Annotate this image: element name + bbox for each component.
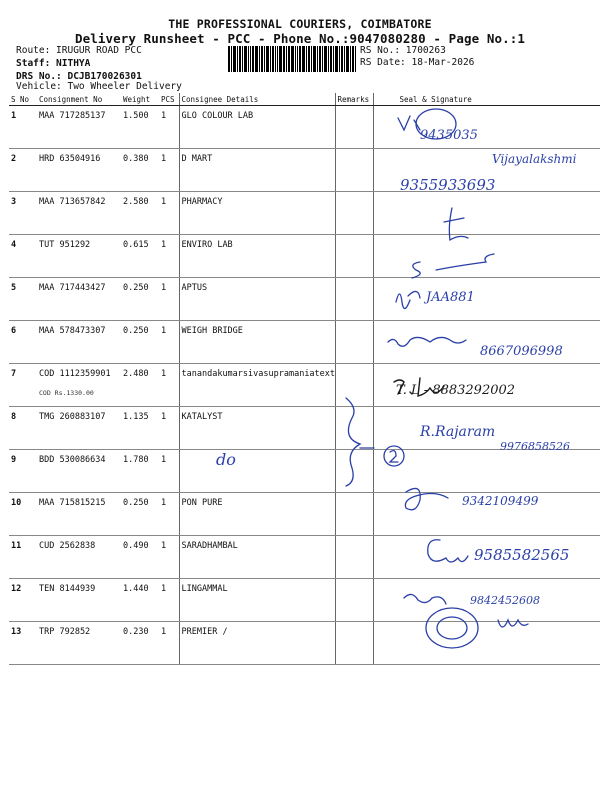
route-label: Route: IRUGUR ROAD PCC xyxy=(16,45,142,56)
row-weight-text: 0.230 xyxy=(123,627,149,637)
handwriting-row1: 9435035 xyxy=(420,128,478,143)
col-consignee: Consignee Details xyxy=(179,93,335,106)
row-sno-text: 1 xyxy=(11,111,17,121)
row-pcs-text: 1 xyxy=(161,584,167,594)
row-consignee-text: KATALYST xyxy=(181,412,223,422)
row-consignment xyxy=(37,407,121,450)
row-pcs xyxy=(159,579,179,622)
row-pcs xyxy=(159,622,179,665)
table-row xyxy=(9,192,600,235)
col-weight: Weight xyxy=(121,93,159,106)
row-consignment xyxy=(37,321,121,364)
row-sno-text: 6 xyxy=(11,326,17,336)
row-sno-text: 10 xyxy=(11,498,22,508)
row-consignment-text: TEN 8144939 xyxy=(39,584,96,594)
rs-no-label: RS No.: 1700263 xyxy=(360,45,446,56)
table-row xyxy=(9,278,600,321)
row-sno xyxy=(9,149,37,192)
handwriting-row9-phone: 9976858526 xyxy=(500,440,570,453)
row-consignment xyxy=(37,450,121,493)
row-consignment xyxy=(37,364,121,407)
row-sno xyxy=(9,536,37,579)
row-remarks xyxy=(335,493,373,536)
row-weight xyxy=(121,450,159,493)
row-sno xyxy=(9,235,37,278)
row-weight-text: 0.250 xyxy=(123,326,149,336)
table-row xyxy=(9,106,600,149)
row-weight xyxy=(121,278,159,321)
row-sno xyxy=(9,192,37,235)
row-remarks xyxy=(335,364,373,407)
row-weight-text: 0.250 xyxy=(123,498,149,508)
row-consignee-text: GLO COLOUR LAB xyxy=(181,111,254,121)
row-sno-text: 11 xyxy=(11,541,22,551)
handwriting-row7: T. L - 8883292002 xyxy=(396,383,516,398)
row-consignee-text: PHARMACY xyxy=(181,197,223,207)
row-consignee xyxy=(179,579,335,622)
row-sno-text: 7 xyxy=(11,369,17,379)
row-remarks xyxy=(335,622,373,665)
row-consignee xyxy=(179,106,335,149)
row-remarks xyxy=(335,106,373,149)
row-consignment-text: MAA 578473307 xyxy=(39,326,106,336)
row-consignee-text: SARADHAMBAL xyxy=(181,541,238,551)
row-consignment-text: TMG 260883107 xyxy=(39,412,106,422)
row-consignee xyxy=(179,407,335,450)
row-consignee-text: D MART xyxy=(181,154,213,164)
row-remarks xyxy=(335,321,373,364)
row-weight xyxy=(121,106,159,149)
col-pcs: PCS xyxy=(159,93,179,106)
vehicle-label: Vehicle: Two Wheeler Delivery xyxy=(16,81,182,92)
row-weight xyxy=(121,493,159,536)
row-consignment xyxy=(37,192,121,235)
row-consignment-text: MAA 715815215 xyxy=(39,498,106,508)
row-remarks xyxy=(335,579,373,622)
table-row xyxy=(9,235,600,278)
row-pcs xyxy=(159,278,179,321)
row-consignment-text: CUD 2562838 xyxy=(39,541,96,551)
row-remarks xyxy=(335,278,373,321)
row-consignee xyxy=(179,493,335,536)
row-remarks xyxy=(335,450,373,493)
row-consignment xyxy=(37,536,121,579)
row-consignee-text: PREMIER / xyxy=(181,627,228,637)
row-sno-text: 2 xyxy=(11,154,17,164)
row-consignment xyxy=(37,278,121,321)
row-pcs-text: 1 xyxy=(161,240,167,250)
handwriting-row12: 9842452608 xyxy=(470,594,540,607)
row-weight-text: 1.135 xyxy=(123,412,149,422)
row-weight-text: 1.500 xyxy=(123,111,149,121)
row-sno xyxy=(9,579,37,622)
table-header-row xyxy=(9,93,600,106)
row-pcs-text: 1 xyxy=(161,283,167,293)
row-consignment xyxy=(37,106,121,149)
row-seal xyxy=(373,622,600,665)
row-weight-text: 0.380 xyxy=(123,154,149,164)
row-consignee xyxy=(179,278,335,321)
row-sno xyxy=(9,450,37,493)
row-sno-text: 4 xyxy=(11,240,17,250)
row-weight xyxy=(121,149,159,192)
row-consignment xyxy=(37,579,121,622)
row-sno-text: 3 xyxy=(11,197,17,207)
row-consignment-text: BDD 530086634 xyxy=(39,455,106,465)
row-pcs-text: 1 xyxy=(161,369,167,379)
row-sno-text: 8 xyxy=(11,412,17,422)
row-weight xyxy=(121,321,159,364)
table-row xyxy=(9,450,600,493)
row-consignment-text: TUT 951292 xyxy=(39,240,91,250)
row-sno xyxy=(9,407,37,450)
row-weight xyxy=(121,536,159,579)
row-consignment xyxy=(37,493,121,536)
row-consignment xyxy=(37,622,121,665)
row-sno xyxy=(9,321,37,364)
row-pcs-text: 1 xyxy=(161,627,167,637)
row-consignment-text: HRD 63504916 xyxy=(39,154,101,164)
barcode-image xyxy=(228,46,356,72)
row-sno xyxy=(9,364,37,407)
row-weight-text: 0.615 xyxy=(123,240,149,250)
row-consignment xyxy=(37,235,121,278)
row-pcs-text: 1 xyxy=(161,111,167,121)
row-consignment-text: TRP 792852 xyxy=(39,627,91,637)
row-remarks xyxy=(335,235,373,278)
cod-amount-note: COD Rs.1330.00 xyxy=(39,389,94,397)
row-sno xyxy=(9,278,37,321)
row-sno-text: 12 xyxy=(11,584,22,594)
row-pcs xyxy=(159,149,179,192)
row-remarks xyxy=(335,407,373,450)
row-pcs-text: 1 xyxy=(161,326,167,336)
row-seal xyxy=(373,450,600,493)
row-weight xyxy=(121,579,159,622)
row-pcs xyxy=(159,192,179,235)
row-weight xyxy=(121,192,159,235)
row-consignee xyxy=(179,450,335,493)
staff-label: Staff: NITHYA xyxy=(16,58,91,69)
row-weight xyxy=(121,364,159,407)
row-remarks xyxy=(335,536,373,579)
row-weight-text: 0.250 xyxy=(123,283,149,293)
row-weight xyxy=(121,235,159,278)
row-consignment-text: MAA 717285137 xyxy=(39,111,106,121)
row-weight-text: 2.580 xyxy=(123,197,149,207)
row-weight xyxy=(121,622,159,665)
row-pcs-text: 1 xyxy=(161,498,167,508)
row-pcs xyxy=(159,450,179,493)
row-consignee xyxy=(179,364,335,407)
col-seal: Seal & Signature xyxy=(373,93,600,106)
row-pcs xyxy=(159,493,179,536)
table-row xyxy=(9,622,600,665)
row-pcs xyxy=(159,536,179,579)
row-sno xyxy=(9,493,37,536)
row-consignee xyxy=(179,622,335,665)
handwriting-row2-phone: 9355933693 xyxy=(400,176,496,194)
row-consignment-text: MAA 717443427 xyxy=(39,283,106,293)
row-sno-text: 13 xyxy=(11,627,22,637)
handwriting-row2-name: Vijayalakshmi xyxy=(492,152,577,166)
row-consignee-text: WEIGH BRIDGE xyxy=(181,326,243,336)
row-pcs-text: 1 xyxy=(161,154,167,164)
row-pcs xyxy=(159,106,179,149)
row-seal xyxy=(373,278,600,321)
row-pcs xyxy=(159,235,179,278)
handwriting-row9-do: do xyxy=(216,450,236,469)
row-consignment xyxy=(37,149,121,192)
company-title: THE PROFESSIONAL COURIERS, COIMBATORE xyxy=(168,17,432,31)
runsheet-table xyxy=(9,93,600,665)
row-consignee-text: PON PURE xyxy=(181,498,223,508)
row-consignee-text: ENVIRO LAB xyxy=(181,240,233,250)
row-consignee-text: APTUS xyxy=(181,283,208,293)
row-consignee xyxy=(179,192,335,235)
row-pcs-text: 1 xyxy=(161,412,167,422)
row-remarks xyxy=(335,149,373,192)
row-consignee xyxy=(179,536,335,579)
runsheet-subtitle: Delivery Runsheet - PCC - Phone No.:9047080280 - Page No.:1 xyxy=(75,31,525,46)
row-remarks xyxy=(335,192,373,235)
row-seal xyxy=(373,106,600,149)
row-consignee xyxy=(179,149,335,192)
row-consignee xyxy=(179,321,335,364)
row-consignment-text: MAA 713657842 xyxy=(39,197,106,207)
row-seal xyxy=(373,192,600,235)
handwriting-row5: JAA881 xyxy=(426,290,475,305)
row-weight-text: 1.780 xyxy=(123,455,149,465)
handwriting-row9-name: R.Rajaram xyxy=(420,424,496,440)
row-seal xyxy=(373,235,600,278)
col-sno: S No xyxy=(9,93,37,106)
drs-label: DRS No.: DCJB170026301 xyxy=(16,71,142,82)
col-consignment: Consignment No xyxy=(37,93,121,106)
row-sno-text: 5 xyxy=(11,283,17,293)
handwriting-row10: 9342109499 xyxy=(462,494,539,508)
rs-date-label: RS Date: 18-Mar-2026 xyxy=(360,57,475,68)
row-consignee-text: tanandakumarsivasupramaniatext xyxy=(181,369,335,379)
row-weight-text: 2.480 xyxy=(123,369,149,379)
row-sno xyxy=(9,106,37,149)
row-sno xyxy=(9,622,37,665)
row-consignment-text: COD 1112359901 xyxy=(39,369,111,379)
row-pcs-text: 1 xyxy=(161,197,167,207)
row-pcs-text: 1 xyxy=(161,541,167,551)
row-consignee-text: LINGAMMAL xyxy=(181,584,228,594)
row-pcs xyxy=(159,321,179,364)
row-weight-text: 0.490 xyxy=(123,541,149,551)
row-pcs xyxy=(159,407,179,450)
row-sno-text: 9 xyxy=(11,455,17,465)
handwriting-row11: 9585582565 xyxy=(474,546,570,564)
row-weight xyxy=(121,407,159,450)
row-pcs-text: 1 xyxy=(161,455,167,465)
row-weight-text: 1.440 xyxy=(123,584,149,594)
row-consignee xyxy=(179,235,335,278)
row-pcs xyxy=(159,364,179,407)
handwriting-row6: 8667096998 xyxy=(480,344,563,359)
col-remarks: Remarks xyxy=(335,93,373,106)
